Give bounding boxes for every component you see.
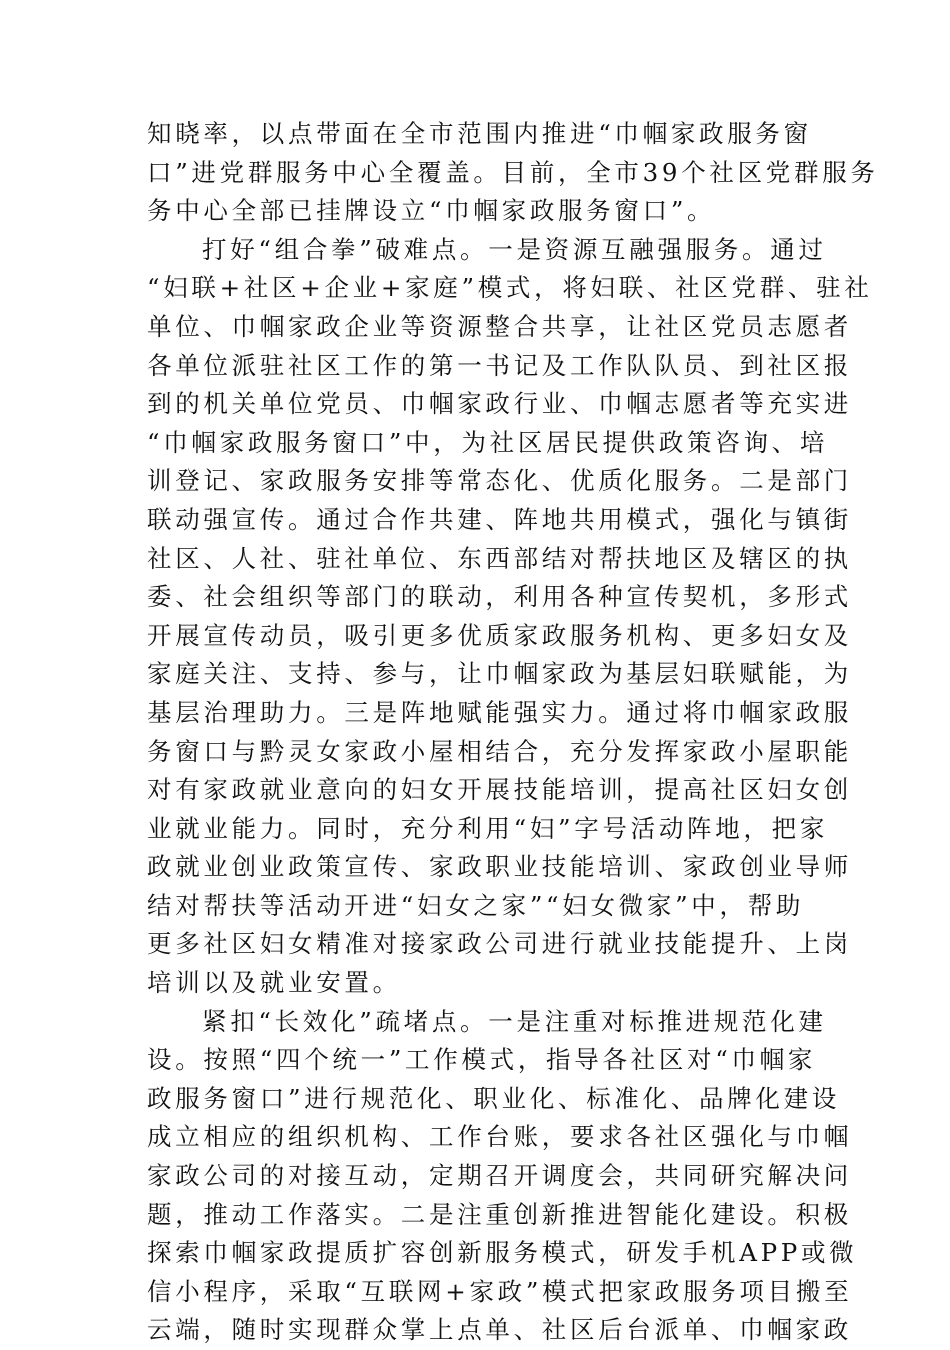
text-line: 探索巾帼家政提质扩容创新服务模式，研发手机APP或微 (147, 1238, 858, 1268)
text-line: 联动强宣传。通过合作共建、阵地共用模式，强化与镇街 (147, 504, 852, 534)
text-line: 政就业创业政策宣传、家政职业技能培训、家政创业导师 (147, 852, 852, 882)
text-line: 政服务窗口”进行规范化、职业化、标准化、品牌化建设 (147, 1083, 841, 1113)
text-line: 各单位派驻社区工作的第一书记及工作队队员、到社区报 (147, 350, 852, 380)
text-line: 信小程序，采取“互联网+家政”模式把家政服务项目搬至 (147, 1276, 853, 1306)
text-line: 紧扣“长效化”疏堵点。一是注重对标推进规范化建 (202, 1006, 827, 1036)
text-line: 更多社区妇女精准对接家政公司进行就业技能提升、上岗 (147, 929, 852, 959)
text-line: 家政公司的对接互动，定期召开调度会，共同研究解决问 (147, 1161, 852, 1191)
text-line: 务中心全部已挂牌设立“巾帼家政服务窗口”。 (147, 196, 716, 226)
text-line: 务窗口与黔灵女家政小屋相结合，充分发挥家政小屋职能 (147, 736, 852, 766)
text-line: 结对帮扶等活动开进“妇女之家”“妇女微家”中，帮助 (147, 890, 805, 920)
text-line: 单位、巾帼家政企业等资源整合共享，让社区党员志愿者 (147, 311, 852, 341)
text-line: 训登记、家政服务安排等常态化、优质化服务。二是部门 (147, 466, 852, 496)
text-line: 培训以及就业安置。 (147, 968, 401, 998)
text-line: 开展宣传动员，吸引更多优质家政服务机构、更多妇女及 (147, 620, 852, 650)
text-line: 知晓率，以点带面在全市范围内推进“巾帼家政服务窗 (147, 119, 812, 148)
text-line: 题，推动工作落实。二是注重创新推进智能化建设。积极 (147, 1199, 852, 1229)
text-line: 口”进党群服务中心全覆盖。目前，全市39个社区党群服务 (147, 157, 879, 187)
text-line: 业就业能力。同时，充分利用“妇”字号活动阵地，把家 (147, 813, 829, 843)
text-line: 家庭关注、支持、参与，让巾帼家政为基层妇联赋能，为 (147, 659, 852, 689)
text-line: 云端，随时实现群众掌上点单、社区后台派单、巾帼家政 (147, 1315, 852, 1345)
text-line: “妇联+社区+企业+家庭”模式，将妇联、社区党群、驻社 (147, 273, 873, 303)
text-line: “巾帼家政服务窗口”中，为社区居民提供政策咨询、培 (147, 427, 829, 457)
text-line: 设。按照“四个统一”工作模式，指导各社区对“巾帼家 (147, 1045, 817, 1075)
text-line: 到的机关单位党员、巾帼家政行业、巾帼志愿者等充实进 (147, 389, 852, 419)
text-line: 基层治理助力。三是阵地赋能强实力。通过将巾帼家政服 (147, 697, 852, 727)
text-line: 委、社会组织等部门的联动，利用各种宣传契机，多形式 (147, 582, 852, 612)
text-line: 社区、人社、驻社单位、东西部结对帮扶地区及辖区的执 (147, 543, 852, 573)
text-line: 成立相应的组织机构、工作台账，要求各社区强化与巾帼 (147, 1122, 852, 1152)
text-line: 对有家政就业意向的妇女开展技能培训，提高社区妇女创 (147, 775, 852, 805)
text-line: 打好“组合拳”破难点。一是资源互融强服务。通过 (202, 234, 827, 264)
body-text (147, 115, 879, 1350)
